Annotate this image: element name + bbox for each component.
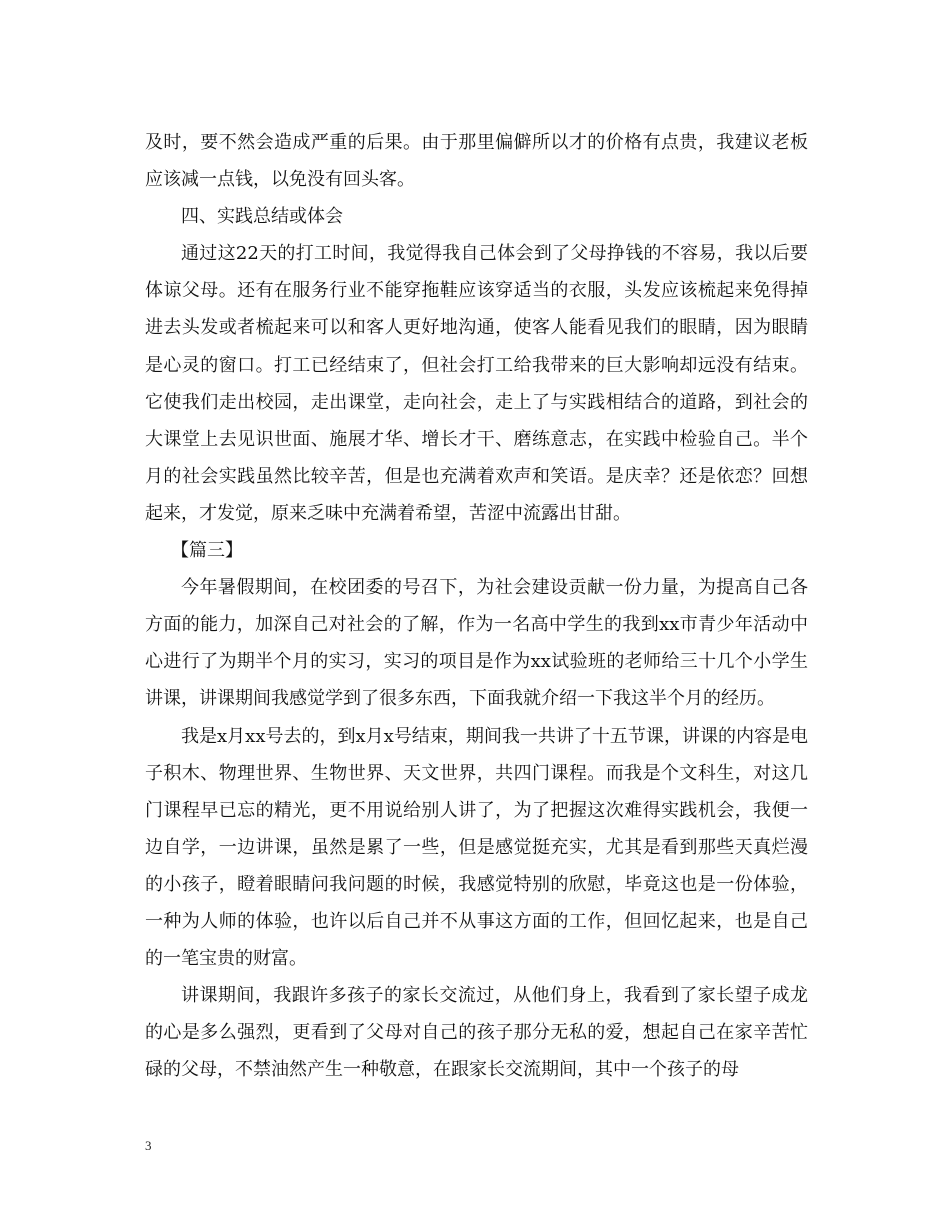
paragraph-parents: 讲课期间，我跟许多孩子的家长交流过，从他们身上，我看到了家长望子成龙的心是多么强烈，更看到了父母对自己的孩子那分无私的爱，想起自己在家辛苦忙碌的父母，不禁油然产生一种敬意，在跟家长交流期间，其中一个孩子的母	[145, 985, 808, 1081]
paragraph-teaching: 我是x月xx号去的，到x月x号结束，期间我一共讲了十五节课，讲课的内容是电子积木、物理世界、生物世界、天文世界，共四门课程。而我是个文科生，对这几门课程早已忘的精光，更不用说给别人讲了，为了把握这次难得实践机会，我便一边自学，一边讲课，虽然是累了一些，但是感觉挺充实，尤其是看到那些天真烂漫的小孩子，瞪着眼睛问我问题的时候，我感觉特别的欣慰，毕竟这也是一份体验，一种为人师的体验，也许以后自己并不从事这方面的工作，但回忆起来，也是自己的一笔宝贵的财富。	[145, 725, 808, 970]
paragraph-continuation: 及时，要不然会造成严重的后果。由于那里偏僻所以才的价格有点贵，我建议老板应该减一点钱，以免没有回头客。	[145, 132, 808, 191]
document-body	[145, 124, 808, 1088]
section-heading-part-three: 【篇三】	[171, 540, 243, 562]
paragraph-intro: 今年暑假期间，在校团委的号召下，为社会建设贡献一份力量，为提高自己各方面的能力，加深自己对社会的了解，作为一名高中学生的我到xx市青少年活动中心进行了为期半个月的实习，实习的项目是作为xx试验班的老师给三十几个小学生讲课，讲课期间我感觉学到了很多东西，下面我就介绍一下我这半个月的经历。	[145, 577, 808, 710]
section-heading-summary: 四、实践总结或体会	[181, 206, 343, 228]
page-number: 3	[145, 1138, 152, 1153]
paragraph-summary: 通过这22天的打工时间，我觉得我自己体会到了父母挣钱的不容易，我以后要体谅父母。还有在服务行业不能穿拖鞋应该穿适当的衣服，头发应该梳起来免得掉进去头发或者梳起来可以和客人更好地沟通，使客人能看见我们的眼睛，因为眼睛是心灵的窗口。打工已经结束了，但社会打工给我带来的巨大影响却远没有结束。它使我们走出校园，走出课堂，走向社会，走上了与实践相结合的道路，到社会的大课堂上去见识世面、施展才华、增长才干、磨练意志，在实践中检验自己。半个月的社会实践虽然比较辛苦，但是也充满着欢声和笑语。是庆幸？还是依恋？回想起来，才发觉，原来乏味中充满着希望，苦涩中流露出甘甜。	[145, 243, 808, 524]
